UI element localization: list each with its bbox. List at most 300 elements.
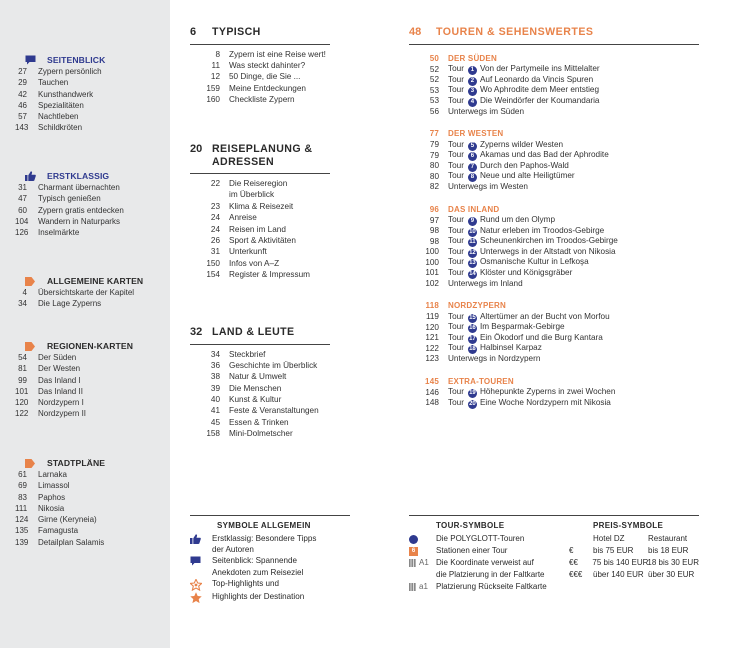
touren-header: 48 TOUREN & SEHENSWERTES (409, 26, 699, 45)
page-number: 97 (429, 215, 439, 225)
price-symbol: €€ (569, 558, 578, 568)
thumbs-up-icon (190, 533, 206, 555)
page-number: 12 (210, 72, 220, 82)
tour-label-wrap (448, 322, 565, 333)
tour-region-header (409, 300, 699, 312)
tour-region-header (409, 376, 699, 388)
entry-title: Sport & Aktivitäten (229, 235, 296, 245)
page-number: 53 (429, 96, 439, 105)
tour-entry[interactable] (409, 237, 699, 248)
tour-number-badge-icon: 9 (468, 217, 477, 226)
entry-title: Das Inland II (38, 386, 83, 396)
tour-title: Durch den Paphos-Wald (479, 160, 569, 170)
page-number: 60 (18, 205, 27, 215)
page-number: 123 (425, 354, 439, 363)
tour-number-badge-icon: 20 (469, 400, 476, 407)
entry-title: Meine Entdeckungen (229, 83, 306, 93)
tour-entry[interactable] (409, 354, 699, 365)
page-number: 120 (425, 322, 439, 332)
tour-symbol-row (409, 581, 569, 593)
tour-entry[interactable] (409, 226, 699, 237)
page-number: 82 (429, 182, 439, 191)
reiseplanung-header: 20 REISEPLANUNG & ADRESSEN (190, 143, 330, 174)
tour-word: Tour (448, 64, 464, 74)
tour-label-wrap (448, 398, 611, 409)
tour-region-section (409, 204, 699, 290)
tour-label-wrap (448, 150, 609, 161)
tour-word: Tour (448, 236, 464, 246)
tour-entry[interactable] (409, 258, 699, 269)
page-number: 100 (425, 247, 439, 256)
sidebar-list-item[interactable] (18, 182, 166, 193)
speech-bubble-icon (25, 55, 39, 65)
tour-title: Natur erleben im Troodos-Gebirge (479, 225, 605, 235)
entry-title: Typisch genießen (38, 194, 101, 204)
tour-title: Unterwegs in der Altstadt von Nikosia (479, 246, 616, 256)
entry-title: Reisen im Land (229, 224, 286, 234)
tour-region-header (409, 53, 699, 65)
legend-line-1: Top-Highlights und (212, 578, 280, 588)
tour-entry[interactable] (409, 161, 699, 172)
coordinate-label: A1 (419, 558, 429, 568)
tour-title: Rund um den Olymp (479, 215, 556, 225)
legend-tour-preis (409, 515, 699, 593)
tour-region-header (409, 204, 699, 216)
page-number: 80 (429, 171, 439, 181)
toc-entry[interactable] (190, 360, 330, 371)
page-number: 69 (18, 481, 27, 491)
tour-region-section (409, 53, 699, 118)
entry-title: Schildkröten (38, 123, 83, 133)
legend-allgemein-title: SYMBOLE ALLGEMEIN (217, 521, 311, 530)
toc-entry[interactable] (190, 349, 330, 360)
reiseplanung-title-line1: REISEPLANUNG & (212, 143, 313, 155)
page-number: 101 (425, 268, 439, 277)
entry-title: Essen & Trinken (229, 417, 289, 427)
toc-entry[interactable] (190, 246, 330, 257)
price-restaurant: 18 bis 30 EUR (647, 558, 699, 568)
legend-line-2: Anekdoten zum Reiseziel (212, 567, 304, 577)
tour-word: Tour (448, 387, 464, 397)
page-number: 57 (18, 112, 27, 122)
tour-label-wrap (448, 226, 604, 237)
toc-entry[interactable] (190, 212, 330, 223)
tour-number-badge-icon: 7 (468, 163, 477, 172)
tour-title: Klöster und Königsgräber (479, 267, 573, 277)
sidebar-seitenblick (15, 54, 166, 134)
sidebar-list-item[interactable] (18, 363, 166, 374)
tour-entry[interactable] (409, 216, 699, 227)
page-number: 4 (22, 288, 27, 297)
sidebar-list-item[interactable] (18, 375, 166, 386)
tour-label-wrap (448, 64, 600, 75)
tour-entry[interactable] (409, 333, 699, 344)
tour-entry[interactable] (409, 268, 699, 279)
tour-word: Tour (448, 74, 464, 84)
page-number: 122 (425, 343, 439, 353)
tour-title: Unterwegs im Süden (448, 106, 524, 116)
page-number: 102 (425, 278, 439, 288)
legend-text (212, 578, 279, 591)
tour-word: Tour (448, 246, 464, 256)
tour-number-badge-icon: 1 (468, 66, 477, 75)
legend-text (212, 533, 316, 555)
entry-title: Charmant übernachten (38, 183, 120, 192)
page-number: 52 (429, 75, 439, 84)
legend-item (190, 533, 350, 555)
tour-title: Höhepunkte Zyperns in zwei Wochen (479, 387, 616, 397)
page-number: 26 (210, 235, 220, 245)
entry-title: Nordzypern II (38, 409, 87, 419)
sidebar-list-item[interactable] (18, 480, 166, 491)
section-touren (409, 26, 699, 420)
entry-title: Paphos (38, 492, 66, 502)
sidebar-list-item[interactable] (18, 205, 166, 216)
page-number: 46 (18, 100, 27, 110)
toc-entry[interactable] (190, 60, 330, 71)
page-number: 22 (210, 179, 220, 188)
tour-symbol-mark (409, 557, 436, 569)
entry-title: Steckbrief (229, 349, 266, 359)
tour-number-badge-icon: 15 (469, 314, 476, 321)
legend-item (190, 578, 350, 591)
page-number: 119 (425, 312, 439, 321)
sidebar-list-item[interactable] (18, 89, 166, 100)
toc-entry[interactable] (190, 224, 330, 235)
page-number: 80 (429, 161, 439, 170)
entry-title: Die Menschen (229, 383, 282, 393)
sidebar-list-item[interactable] (15, 386, 166, 397)
legend-item (190, 555, 350, 577)
tour-entry[interactable] (409, 344, 699, 355)
tour-word: Tour (448, 311, 464, 321)
page-number: 99 (18, 375, 27, 385)
tour-label-wrap (448, 279, 523, 290)
coordinate-label: a1 (419, 582, 428, 592)
preis-head-restaurant: Restaurant (648, 534, 688, 543)
page-number: 122 (15, 409, 29, 419)
page-number: 38 (210, 372, 220, 382)
tour-label-wrap (448, 140, 563, 151)
legend-line-1: Seitenblick: Spannende (212, 556, 298, 566)
region-title: EXTRA-TOUREN (448, 376, 514, 386)
page-number: 61 (18, 470, 27, 479)
land-header: 32 LAND & LEUTE (190, 326, 330, 345)
tour-number-badge-icon: 8 (468, 173, 477, 182)
tour-label-wrap (448, 85, 599, 96)
page-number: 158 (206, 429, 220, 439)
sidebar-list-item[interactable] (18, 77, 166, 88)
toc-entry[interactable] (190, 49, 330, 60)
tour-entry[interactable] (409, 140, 699, 151)
entry-title: Übersichtskarte der Kapitel (38, 288, 135, 297)
entry-title: Larnaka (38, 470, 67, 479)
tour-label-wrap (448, 182, 528, 193)
toc-entry[interactable] (190, 371, 330, 382)
regionen-header: REGIONEN-KARTEN (26, 340, 166, 352)
seitenblick-header: SEITENBLICK (26, 54, 166, 66)
price-row (569, 569, 699, 581)
entry-title: Zypern ist eine Reise wert! (229, 49, 326, 59)
page-number: 135 (15, 526, 29, 536)
tour-title: Unterwegs im Westen (448, 182, 528, 191)
sidebar-list-item[interactable] (18, 100, 166, 111)
tour-number-badge-icon: 18 (469, 346, 476, 353)
tour-title: Neue und alte Heiligtümer (479, 171, 575, 181)
entry-title: Das Inland I (38, 375, 81, 385)
toc-entry[interactable] (190, 428, 330, 439)
sidebar-list-item[interactable] (18, 492, 166, 503)
page-number: 146 (425, 387, 439, 397)
page-number: 98 (429, 226, 439, 235)
entry-title: Zypern persönlich (38, 67, 102, 76)
map-grid-icon (409, 559, 416, 567)
sidebar-list-item[interactable] (15, 503, 166, 514)
price-restaurant: bis 18 EUR (648, 546, 689, 556)
tour-title: Unterwegs im Inland (448, 278, 523, 288)
tour-symbol-row (409, 533, 569, 545)
region-page-number: 145 (425, 376, 439, 386)
reiseplanung-title-line2: ADRESSEN (212, 155, 275, 168)
tour-word: Tour (448, 95, 464, 105)
tour-label-wrap (448, 333, 603, 344)
legend-text (212, 555, 303, 577)
tour-region-section (409, 300, 699, 365)
tour-title: Unterwegs in Nordzypern (448, 354, 541, 363)
page-number: 79 (429, 150, 439, 160)
tour-label-wrap (448, 96, 599, 107)
tour-entry[interactable] (409, 323, 699, 334)
toc-entry[interactable] (190, 178, 330, 189)
sidebar-list-item[interactable] (15, 122, 166, 133)
sidebar-regionen-karten (15, 340, 166, 420)
thumbs-up-icon (25, 171, 39, 181)
entry-title: Anreise (229, 213, 257, 223)
tour-label-wrap (448, 171, 575, 182)
page-number: 29 (18, 78, 27, 88)
sidebar-list-item[interactable] (15, 397, 166, 408)
entry-title: Klima & Reisezeit (229, 201, 294, 211)
page-number: 23 (210, 201, 220, 211)
tour-label-wrap (448, 247, 616, 258)
page-number: 124 (15, 515, 29, 525)
sidebar-list-item[interactable] (15, 227, 166, 238)
section-typisch (190, 26, 330, 105)
page-number: 24 (210, 224, 220, 234)
entry-title: Der Süden (38, 353, 77, 362)
karten-header: ALLGEMEINE KARTEN (26, 275, 166, 287)
tour-word: Tour (448, 160, 464, 170)
page-number: 41 (210, 406, 220, 416)
entry-title: 50 Dinge, die Sie ... (229, 72, 301, 82)
tour-title: Zyperns wilder Westen (479, 139, 564, 149)
legend-tour-title: TOUR-SYMBOLE (436, 521, 505, 530)
page-number: 40 (210, 395, 220, 405)
toc-entry[interactable] (190, 269, 330, 280)
page-number: 104 (15, 216, 29, 226)
toc-entry[interactable] (190, 383, 330, 394)
tour-entry[interactable] (409, 86, 699, 97)
tour-word: Tour (448, 257, 464, 267)
tour-entry[interactable] (409, 312, 699, 323)
sidebar-list-item[interactable] (15, 537, 166, 548)
sidebar-list-item[interactable] (18, 111, 166, 122)
sidebar-erstklassig (15, 170, 166, 238)
tour-title: Osmanische Kultur in Lefkoşa (479, 257, 589, 267)
toc-entry[interactable] (190, 417, 330, 428)
sidebar-list-item[interactable] (18, 298, 166, 309)
toc-entry[interactable] (190, 83, 330, 94)
page-number: 11 (211, 60, 220, 70)
tour-symbol-mark (409, 535, 436, 544)
tour-word: Tour (448, 267, 464, 277)
sidebar-stadtplaene (15, 457, 166, 548)
tour-number-badge-icon: 11 (469, 239, 476, 246)
page-number: 101 (15, 386, 29, 396)
tour-entry[interactable] (409, 388, 699, 399)
tour-symbol-label: Die POLYGLOTT-Touren (436, 534, 525, 543)
region-page-number: 96 (429, 204, 439, 214)
tour-word: Tour (448, 171, 464, 181)
region-title: DER WESTEN (448, 129, 504, 138)
page-number: 83 (18, 492, 27, 502)
tour-entry[interactable] (409, 75, 699, 86)
tour-title: Altertümer an der Bucht von Morfou (479, 311, 610, 321)
tour-label-wrap (448, 354, 540, 365)
tour-number-badge-icon: 17 (469, 335, 476, 342)
entry-title: Famagusta (38, 526, 79, 536)
page-number: 79 (429, 140, 439, 149)
tour-entry[interactable] (409, 247, 699, 258)
tour-number-badge-icon: 4 (468, 98, 477, 107)
tour-entry[interactable] (409, 279, 699, 290)
page-number: 81 (18, 364, 27, 374)
region-page-number: 118 (425, 301, 439, 310)
sidebar-list-item[interactable] (22, 287, 166, 298)
toc-entry[interactable] (190, 394, 330, 405)
page-number: 24 (210, 213, 220, 223)
tour-entry[interactable] (409, 151, 699, 162)
tour-number-badge-icon: 13 (469, 260, 476, 267)
page-number: 54 (18, 353, 27, 362)
toc-entry[interactable] (190, 405, 330, 416)
tour-symbol-mark (409, 581, 436, 593)
toc-entry[interactable] (190, 201, 330, 212)
toc-entry[interactable] (190, 71, 330, 82)
sidebar-list-item[interactable] (18, 66, 166, 77)
tour-label-wrap (448, 107, 524, 118)
entry-title: Zypern gratis entdecken (38, 205, 124, 215)
tour-word: Tour (448, 225, 464, 235)
speech-bubble-icon (190, 555, 206, 577)
tour-entry[interactable] (409, 107, 699, 118)
tour-label-wrap (448, 387, 615, 398)
sidebar-list-item[interactable] (15, 216, 166, 227)
tour-symbol-label: Platzierung Rückseite Faltkarte (436, 582, 547, 592)
region-title: NORDZYPERN (448, 301, 507, 310)
tour-entry[interactable] (409, 96, 699, 107)
highlight-star-icon (190, 591, 206, 604)
tour-symbol-mark (409, 547, 436, 556)
tour-number-badge-icon: 5 (468, 142, 477, 151)
toc-entry[interactable] (190, 94, 330, 105)
entry-title: Natur & Umwelt (229, 372, 287, 382)
legend-text (212, 591, 304, 604)
entry-title: Kunsthandwerk (38, 89, 94, 99)
tour-word: Tour (448, 322, 464, 332)
page-number: 111 (15, 503, 28, 513)
toc-entry[interactable] (190, 235, 330, 246)
page-number: 143 (15, 123, 29, 133)
entry-title: Wandern in Naturparks (38, 216, 120, 226)
entry-title: Mini-Dolmetscher (229, 429, 293, 439)
tour-number-badge-icon: 2 (468, 77, 477, 86)
section-land-leute (190, 326, 330, 440)
tour-entry[interactable] (409, 172, 699, 183)
tour-number-badge-icon: 16 (469, 325, 476, 332)
tour-symbol-label: die Platzierung in der Faltkarte (436, 570, 545, 580)
price-hotel: bis 75 EUR (593, 546, 634, 556)
entry-title: Girne (Keryneia) (38, 515, 97, 525)
tour-label-wrap (448, 343, 542, 354)
page-number: 126 (15, 228, 29, 238)
sidebar (0, 0, 170, 648)
preis-head-hotel: Hotel DZ (593, 534, 625, 543)
toc-entry[interactable] (190, 189, 330, 200)
map-pointer-icon (25, 342, 39, 351)
entry-title: Der Westen (38, 364, 81, 374)
toc-entry[interactable] (190, 258, 330, 269)
page-number: 31 (18, 183, 27, 192)
page-number: 34 (210, 349, 220, 359)
sidebar-list-item[interactable] (15, 525, 166, 536)
tour-entry[interactable] (409, 182, 699, 193)
entry-title: Register & Impressum (229, 270, 310, 280)
sidebar-allgemeine-karten (18, 275, 166, 310)
page-number: 53 (429, 85, 439, 95)
tour-number-badge-icon: 12 (469, 249, 476, 256)
sidebar-list-item[interactable] (18, 352, 166, 363)
entry-title: Limassol (38, 481, 70, 491)
tour-entry[interactable] (409, 398, 699, 409)
region-page-number: 77 (429, 129, 439, 138)
tour-symbol-row (409, 545, 569, 557)
price-symbol: €€€ (569, 570, 583, 580)
page-number: 120 (15, 398, 29, 408)
page-number: 56 (429, 106, 439, 116)
tour-title: Halbinsel Karpaz (479, 343, 542, 353)
legend-allgemein (190, 515, 350, 604)
tour-number-badge-icon: 10 (469, 228, 476, 235)
page-number: 27 (18, 67, 27, 76)
entry-title: Nikosia (38, 503, 65, 513)
price-hotel: 75 bis 140 EUR (592, 558, 649, 568)
tour-label-wrap (448, 268, 572, 279)
page-number: 36 (210, 360, 220, 370)
sidebar-list-item[interactable] (15, 514, 166, 525)
sidebar-list-item[interactable] (15, 408, 166, 419)
sidebar-list-item[interactable] (18, 193, 166, 204)
entry-title: Die Lage Zyperns (38, 299, 102, 309)
entry-title: Nachtleben (38, 112, 79, 122)
tour-entry[interactable] (409, 65, 699, 76)
tour-word: Tour (448, 332, 464, 342)
entry-title: Detailplan Salamis (38, 537, 105, 547)
erstklassig-header: ERSTKLASSIG (26, 170, 166, 182)
price-row (569, 545, 699, 557)
map-grid-icon (409, 583, 416, 591)
sidebar-list-item[interactable] (18, 469, 166, 480)
